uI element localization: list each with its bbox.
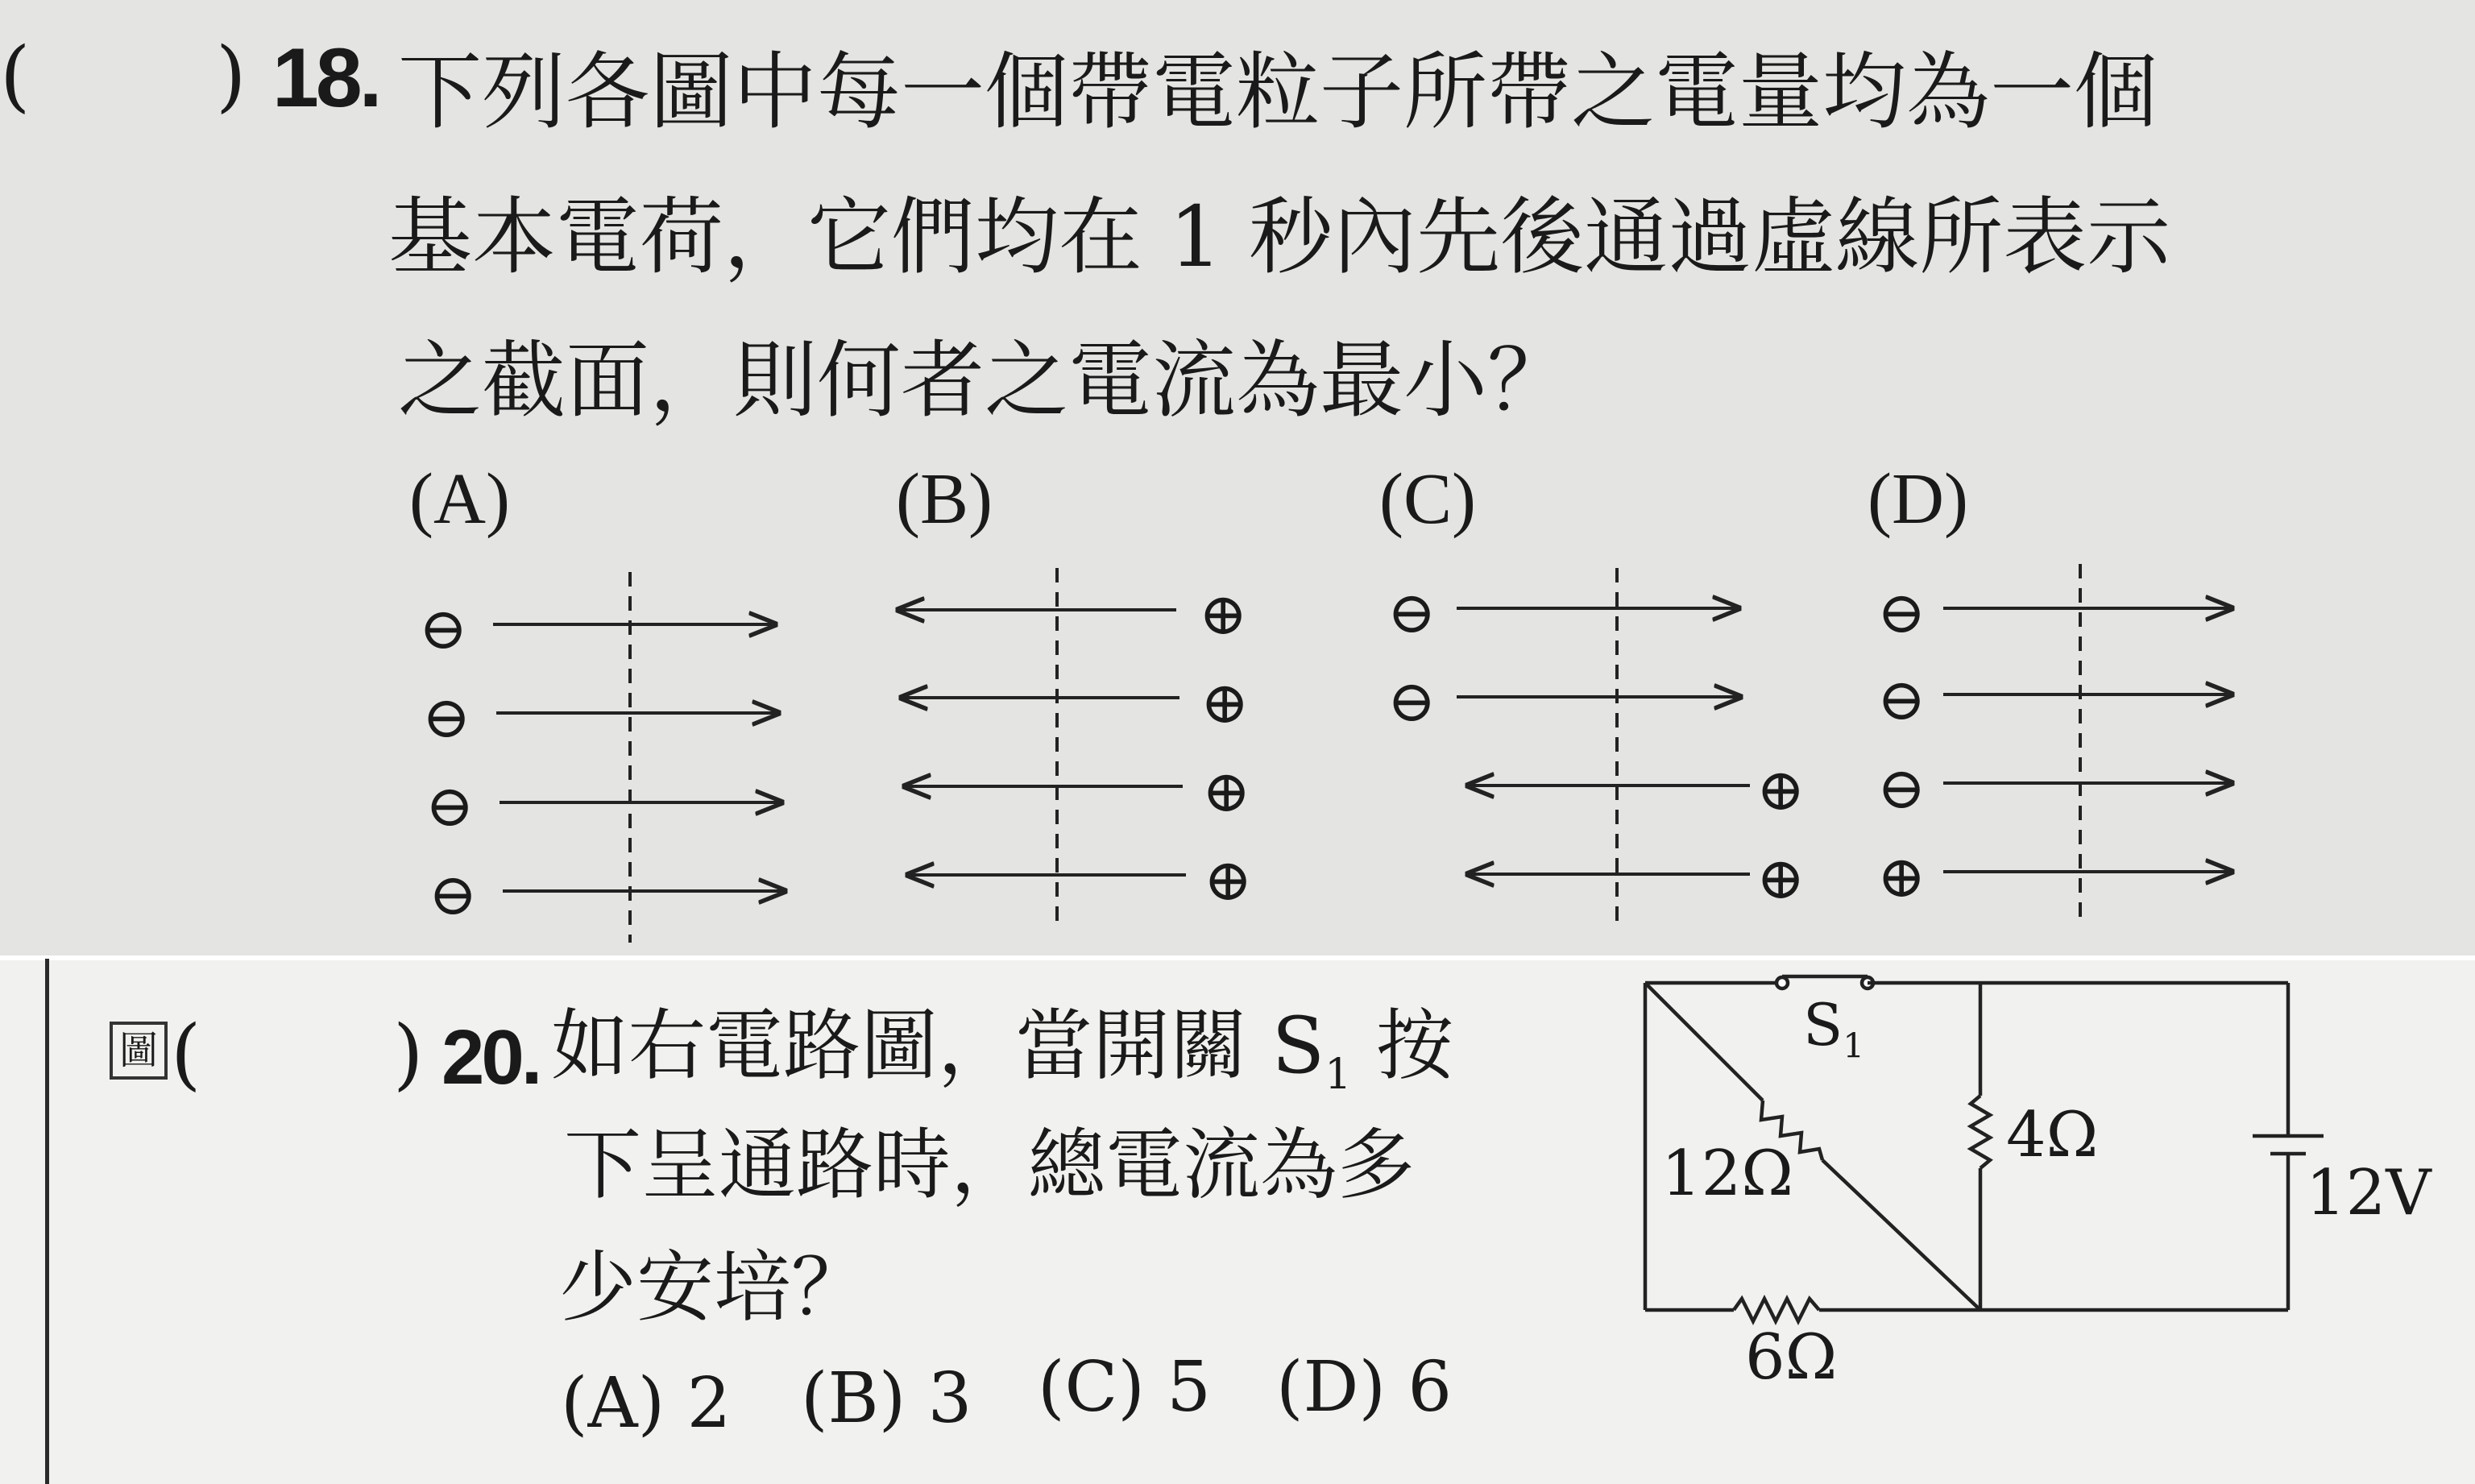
q18-c-particle-2: ⊖: [1387, 667, 1436, 735]
q20-choice-c-value: 5: [1167, 1347, 1211, 1428]
q18-text-line-3: 之截面，則何者之電流為最小？: [398, 331, 1572, 429]
q18-d-particle-3: ⊖: [1877, 754, 1926, 822]
circuit-diagonal-lower: [1822, 1160, 1980, 1310]
resistor-4-ohm: [1971, 1096, 1990, 1168]
resistor-6-ohm-label: 6Ω: [1745, 1321, 1838, 1394]
q20-line1-text: 如右電路圖，當開關 S: [551, 1001, 1325, 1091]
q18-d-particle-1-symbol: ⊖: [1877, 578, 1926, 646]
q18-a-particle-3: ⊖: [425, 772, 475, 839]
resistor-4-ohm-label: 4Ω: [2006, 1099, 2099, 1171]
resistor-12-ohm-label: 12Ω: [1661, 1138, 1793, 1210]
q18-b-particle-1: ⊕: [1199, 580, 1248, 648]
q20-answer-blank-open[interactable]: (: [171, 1009, 201, 1099]
circuit-diagonal-upper: [1645, 983, 1763, 1101]
q18-text-line-2: 基本電荷，它們均在 1 秒內先後通過虛線所表示: [388, 188, 2171, 286]
q18-diagram-d-label: (D): [1868, 459, 1968, 539]
q20-choice-b-label: (B): [801, 1358, 906, 1439]
q18-b-particle-3: ⊕: [1202, 757, 1251, 825]
switch-s1-subscript: 1: [1843, 1026, 1865, 1066]
q18-d-particle-2: ⊖: [1877, 665, 1926, 733]
q20-text-line-1: [551, 984, 1453, 1099]
q18-c-particle-4: ⊕: [1756, 844, 1805, 912]
q18-b-particle-4: ⊕: [1204, 846, 1253, 914]
resistor-6-ohm: [1734, 1299, 1819, 1321]
q18-diagram-b-label: (B): [896, 459, 993, 539]
q20-line1-subscript: 1: [1325, 1051, 1352, 1100]
q18-c-particle-1: ⊖: [1387, 578, 1436, 646]
q20-choice-a-value: 2: [686, 1363, 732, 1444]
q20-number: 20.: [442, 1014, 540, 1101]
q18-a-particle-1: ⊖: [419, 595, 468, 662]
q18-a-particle-4: ⊖: [429, 860, 478, 928]
q20-choice-a[interactable]: [561, 1363, 731, 1444]
q20-choice-d-label: (D): [1276, 1347, 1387, 1428]
q20-choice-b[interactable]: [801, 1358, 972, 1439]
q20-choice-c-label: (C): [1038, 1347, 1145, 1428]
q18-text-line-1: 下列各圖中每一個帶電粒子所帶之電量均為一個: [398, 43, 2158, 141]
q18-c-particle-3: ⊕: [1756, 756, 1805, 823]
q18-diagram-a-label: (A): [409, 459, 510, 539]
q20-choice-d[interactable]: [1276, 1347, 1452, 1428]
q20-choice-d-value: 6: [1407, 1347, 1453, 1428]
q18-diagram-c-label: (C): [1379, 459, 1476, 539]
q20-choice-c[interactable]: [1038, 1347, 1211, 1428]
switch-s1-label: [1803, 991, 1864, 1065]
switch-s1-letter: S: [1803, 991, 1843, 1059]
q20-margin-mark: 圖: [110, 1022, 168, 1080]
q20-text-line-2: 下呈通路時，總電流為多: [564, 1120, 1415, 1210]
q18-a-particle-2: ⊖: [422, 683, 471, 751]
q20-text-line-3: 少安培？: [559, 1242, 869, 1333]
q18-b-particle-2: ⊕: [1200, 669, 1250, 736]
q18-d-particle-4: ⊕: [1877, 843, 1926, 910]
q20-answer-blank-close: ): [393, 1009, 424, 1099]
switch-s1-left-contact[interactable]: [1776, 977, 1788, 989]
q20-line1-end: 按: [1351, 1001, 1453, 1091]
battery-label: 12V: [2306, 1157, 2431, 1229]
q20-choice-a-label: (A): [561, 1363, 665, 1444]
q18-number: 18.: [272, 31, 379, 125]
q18-answer-blank-open[interactable]: (: [0, 31, 31, 121]
q20-choice-b-value: 3: [927, 1358, 972, 1439]
q18-answer-blank-close: ): [216, 31, 247, 121]
